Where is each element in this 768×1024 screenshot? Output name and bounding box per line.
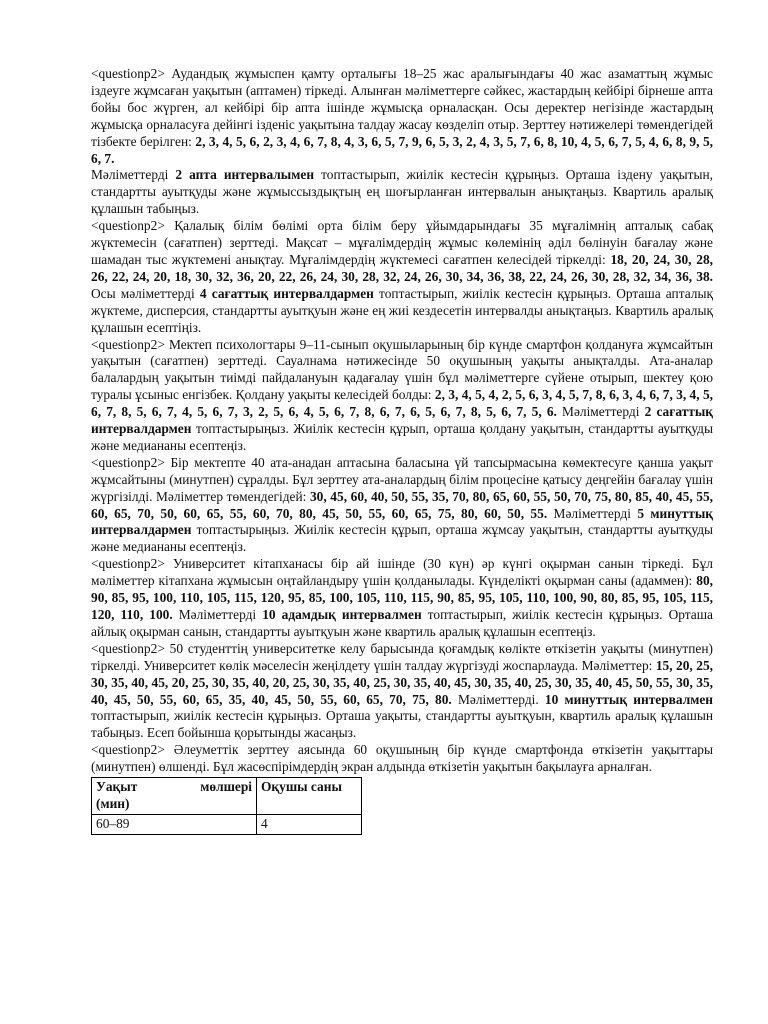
question-text: Әлеуметтік зерттеу аясында 60 оқушының бір күнде смартфонда өткізетін уақыттары (минутпен) өлшенді. Бұл жасөспірімдердің экран алдында өткізетін уақытын бақылауға арналған. (91, 742, 713, 775)
question-4 (91, 455, 713, 556)
question-text: топтастырыңыз. Жиілік кестесін құрып, орташа қолдану уақытын, стандартты ауытқуды және медиананы есептеңіз. (91, 421, 713, 453)
question-tag: <questionp2> (91, 454, 165, 470)
data-values: 18, 20, 24, 30, 28, 26, 22, 24, 20, 18, 30, 32, 36, 20, 22, 26, 24, 30, 28, 32, 24, 26, 30, 34, 36, 38, 22, 24, 26, 30, 28, 32, 34, 36, 38. (91, 251, 713, 284)
data-values: 80, 90, 85, 95, 100, 110, 105, 115, 120, 95, 85, 100, 105, 110, 115, 90, 85, 95, 105, 110, 100, 90, 80, 85, 95, 105, 115, 120, 110, 100. (91, 573, 713, 622)
header-time: Уақыт мөлшері (мин) (92, 778, 257, 815)
question-text: топтастырып, жиілік кестесін құрыңыз. Орташа апталық жүктеме, дисперсия, стандартты ауытқуын және ең жиі кездесетін интервалды анықтаңыз. Квартиль аралық құлашын есептіңіз. (91, 285, 713, 335)
cell-time: 60–89 (92, 814, 257, 834)
interval-spec: 4 сағаттық интервалдармен (199, 285, 374, 301)
question-text: Мәліметтерді (556, 404, 645, 420)
question-1 (91, 66, 713, 218)
question-text: Қалалық білім бөлімі орта білім беру ұйымдарындағы 35 мұғалімнің апталық сабақ жүктемесін (сағатпен) зерттеді. Мақсат – мұғалімдердің жұмыс көлемінің әділ бөлінуін бағалау және шамадан тыс жүктемені анықтау. Мұғалімдердің жүктемесі сағатпен келесідей тіркелді: (91, 218, 713, 267)
question-tag: <questionp2> (91, 218, 165, 234)
question-tag: <questionp2> (91, 66, 165, 81)
question-text: топтастырып, жиілік кестесін құрыңыз. Орташа уақыты, стандартты ауытқуын, квартиль аралық құлашын табыңыз. Есеп бойынша қорытынды жасаңыз. (91, 708, 713, 741)
question-tag: <questionp2> (91, 742, 165, 758)
question-text: Университет кітапханасы бір ай ішінде (30 күн) әр күнгі оқырман санын тіркеді. Бұл мәліметтер кітапхана жұмысын оңтайландыру үшін қолданылады. Күнделікті оқырман саны (адаммен): (91, 556, 713, 589)
data-values: 2, 3, 4, 5, 6, 2, 3, 4, 6, 7, 8, 4, 3, 6, 5, 7, 9, 6, 5, 3, 2, 4, 3, 5, 7, 6, 8, 10, 4, 5, 6, 7, 5, 4, 6, 8, 9, 5, 6, 7. (91, 133, 713, 166)
question-3 (91, 337, 713, 455)
question-text: Мәліметтерді (547, 505, 638, 521)
data-values: 30, 45, 60, 40, 50, 55, 35, 70, 80, 65, 60, 55, 50, 70, 75, 80, 85, 40, 45, 55, 60, 65, 70, 50, 60, 65, 55, 60, 70, 80, 45, 50, 55, 60, 65, 75, 80, 60, 50, 55. (91, 488, 713, 521)
question-text: топтастырып, жиілік кестесін құрыңыз. Орташа іздену уақытын, стандартты ауытқуды және жұмыссыздықтың ең шоғырланған интервалын анықтаңыз. Квартиль аралық құлашын табыңыз. (91, 167, 713, 217)
data-values: 15, 20, 25, 30, 35, 40, 45, 20, 25, 30, 35, 40, 20, 25, 30, 35, 40, 25, 30, 35, 40, 45, 30, 35, 40, 25, 30, 35, 40, 45, 50, 55, 30, 35, 40, 45, 50, 55, 60, 65, 35, 40, 45, 50, 55, 60, 65, 70, 75, 80. (91, 657, 713, 707)
question-2 (91, 218, 713, 336)
question-text: Мәліметтерді (91, 167, 176, 183)
question-6 (91, 641, 713, 742)
frequency-table (91, 777, 362, 835)
table-row (92, 814, 362, 834)
interval-spec: 2 сағаттық интервалдармен (91, 404, 713, 437)
data-values: 2, 3, 4, 5, 4, 2, 5, 6, 3, 4, 5, 7, 8, 6, 3, 4, 6, 7, 3, 4, 5, 6, 7, 8, 5, 6, 7, 4, 5, 6, 7, 3, 2, 5, 6, 4, 5, 6, 7, 8, 6, 7, 6, 5, 6, 7, 8, 5, 6, 7, 5, 6. (91, 387, 714, 420)
question-text: топтастырып, жиілік кестесін құрыңыз. Орташа айлық оқырман санын, стандартты ауытқуын және квартиль аралық құлашын есептеңіз. (91, 607, 713, 639)
question-text: Бір мектепте 40 ата-анадан аптасына баласына үй тапсырмасына көмектесуге қанша уақыт жұмсайтыны (минутпен) сұралды. Бұл зерттеу ата-аналардың білім процесіне қатысу деңгейін бағалау үшін жүргізілді. Мәліметтер төмендегідей: (91, 454, 713, 504)
question-text: Аудандық жұмыспен қамту орталығы 18–25 жас аралығындағы 40 жас азаматтың жұмыс іздеуге жұмсаған уақытын (аптамен) тіркеді. Алынған мәліметтерге сәйкес, жастардың кейбірі бірнеше апта бойы бос жүрген, ал кейбірі бір апта ішінде жұмысқа орналасқан. Осы деректер негізінде жастардың жұмысқа орналасуға дейінгі ізденіс уақытына талдау жасау көзделіп отыр. Зерттеу нәтижелері төмендегідей тізбекте берілген: (91, 66, 713, 149)
question-text: Мектеп психологтары 9–11-сынып оқушыларының бір күнде смартфон қолдануға жұмсайтын уақытын (сағатпен) зерттеді. Сауалнама нәтижесінде 50 оқушының уақыты анықталды. Ата-аналар балалардың уақытын тиімді пайдалануын қадағалау үшін бұл мәліметтерге сүйене отырып, шектеу қою туралы ұсыныс енгізбек. Қолдану уақыты келесідей болды: (91, 336, 713, 403)
question-tag: <questionp2> (91, 640, 165, 656)
question-tag: <questionp2> (91, 336, 165, 352)
question-tag: <questionp2> (91, 556, 165, 572)
question-text: Мәліметтерді. (451, 691, 545, 707)
cell-count: 4 (257, 814, 362, 834)
question-text: Мәліметтерді (172, 607, 263, 622)
question-7 (91, 742, 713, 776)
question-text: Осы мәліметтерді (91, 285, 200, 301)
table-header-row (92, 778, 362, 815)
interval-spec: 5 минуттық интервалдармен (91, 505, 713, 538)
question-5 (91, 556, 713, 641)
header-count: Оқушы саны (257, 778, 362, 815)
interval-spec: 2 апта интервалымен (175, 167, 315, 183)
question-text: топтастырыңыз. Жиілік кестесін құрып, орташа жұмсау уақытын, стандартты ауытқуды және медиананы есептеңіз. (91, 522, 713, 555)
interval-spec: 10 минуттық интервалмен (544, 691, 713, 707)
interval-spec: 10 адамдық интервалмен (262, 607, 422, 622)
question-text: 50 студенттің университетке келу барысында қоғамдық көлікте өткізетін уақыты (минутпен) тіркелді. Университет көлік мәселесін жеңілдету үшін талдау жүргізуді жоспарлауда. Мәліметтер: (91, 640, 713, 673)
